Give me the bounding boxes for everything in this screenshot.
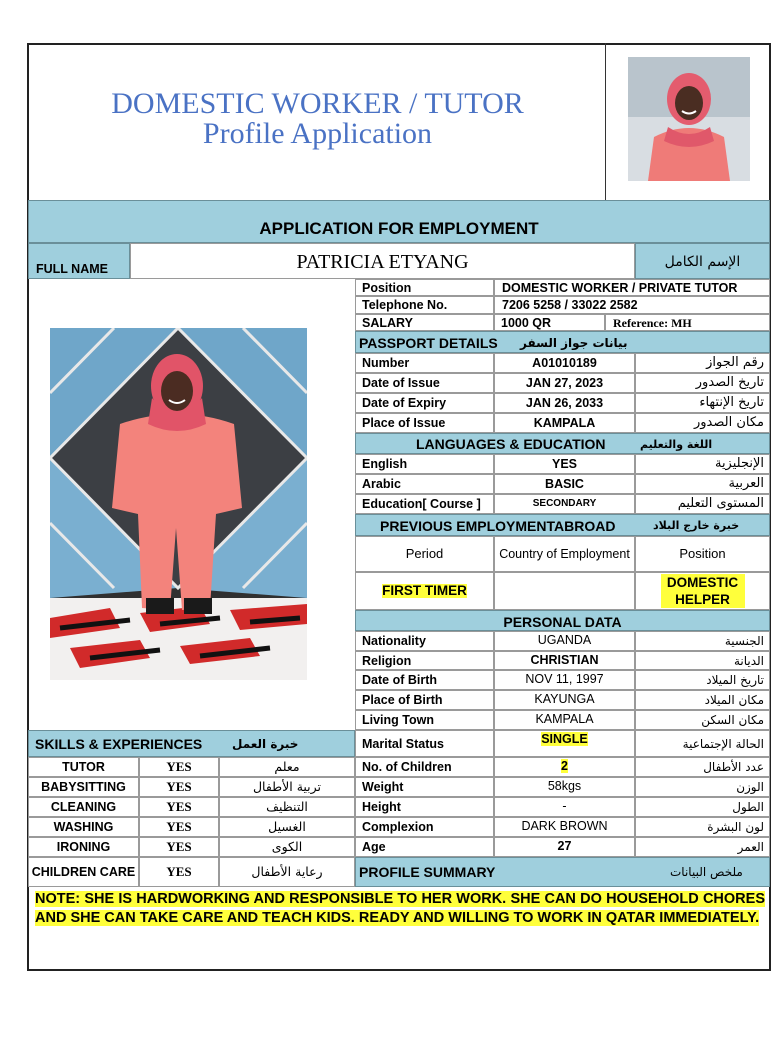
- personal-label-5: Marital Status: [355, 730, 494, 757]
- skill-value-5: YES: [139, 857, 219, 887]
- previous-country: [494, 572, 635, 610]
- personal-label-ar-7: الوزن: [635, 777, 770, 797]
- skill-label-1: BABYSITTING: [28, 777, 139, 797]
- passport-label-ar-2: تاريخ الإنتهاء: [635, 393, 770, 413]
- skill-value-2: YES: [139, 797, 219, 817]
- languages-label-ar-0: الإنجليزية: [635, 454, 770, 474]
- skills-heading: SKILLS & EXPERIENCES: [35, 736, 203, 752]
- personal-label-ar-9: لون البشرة: [635, 817, 770, 837]
- previous-col-country: Country of Employment: [494, 536, 635, 572]
- previous-position: DOMESTIC HELPER: [661, 574, 745, 608]
- languages-label-ar-1: العربية: [635, 474, 770, 494]
- personal-label-0: Nationality: [355, 631, 494, 651]
- personal-label-ar-4: مكان السكن: [635, 710, 770, 730]
- languages-heading: LANGUAGES & EDUCATION: [416, 436, 606, 452]
- passport-label-ar-0: رقم الجواز: [635, 353, 770, 373]
- job-value-1: 7206 5258 / 33022 2582: [494, 296, 770, 314]
- passport-label-3: Place of Issue: [355, 413, 494, 433]
- personal-value-3: KAYUNGA: [494, 690, 635, 710]
- personal-value-6: [494, 757, 635, 777]
- profile-note-text: NOTE: SHE IS HARDWORKING AND RESPONSIBLE TO HER WORK. SHE CAN DO HOUSEHOLD CHORES AND SHE CAN TAKE CARE AND TEACH KIDS. READY AND WILLING TO WORK IN QATAR IMMEDIATELY.: [35, 891, 765, 926]
- languages-label-2: Education[ Course ]: [355, 494, 494, 514]
- languages-label-0: English: [355, 454, 494, 474]
- personal-value-8: -: [494, 797, 635, 817]
- personal-label-7: Weight: [355, 777, 494, 797]
- personal-heading: PERSONAL DATA: [503, 614, 622, 630]
- skill-label-ar-2: التنظيف: [219, 797, 355, 817]
- personal-label-9: Complexion: [355, 817, 494, 837]
- personal-label-ar-0: الجنسية: [635, 631, 770, 651]
- profile-summary-heading: PROFILE SUMMARY: [359, 864, 496, 880]
- previous-heading: PREVIOUS EMPLOYMENTABROAD: [380, 518, 616, 534]
- job-reference: Reference: MH: [605, 314, 770, 331]
- passport-heading: PASSPORT DETAILS: [359, 335, 498, 351]
- portrait-photo-large: [50, 328, 307, 680]
- personal-label-8: Height: [355, 797, 494, 817]
- personal-label-1: Religion: [355, 651, 494, 670]
- personal-label-ar-8: الطول: [635, 797, 770, 817]
- personal-value-2: NOV 11, 1997: [494, 670, 635, 690]
- skill-value-1: YES: [139, 777, 219, 797]
- form-title: DOMESTIC WORKER / TUTOR: [111, 87, 524, 120]
- skill-label-3: WASHING: [28, 817, 139, 837]
- job-label-2: SALARY: [355, 314, 494, 331]
- personal-label-ar-1: الديانة: [635, 651, 770, 670]
- job-value-2: 1000 QR: [494, 314, 605, 331]
- languages-label-ar-2: المستوى التعليم: [635, 494, 770, 514]
- skill-label-ar-3: الغسيل: [219, 817, 355, 837]
- previous-period-cell: [355, 572, 494, 610]
- passport-heading-ar: بيانات جواز السفر: [520, 336, 628, 350]
- portrait-photo-small: [628, 57, 750, 181]
- skill-label-5: CHILDREN CARE: [28, 857, 139, 887]
- previous-position-cell: [635, 572, 770, 610]
- personal-value-0: UGANDA: [494, 631, 635, 651]
- job-label-1: Telephone No.: [355, 296, 494, 314]
- languages-value-2: SECONDARY: [494, 494, 635, 514]
- personal-label-ar-3: مكان الميلاد: [635, 690, 770, 710]
- personal-label-2: Date of Birth: [355, 670, 494, 690]
- header-divider: [605, 43, 606, 200]
- skill-label-4: IRONING: [28, 837, 139, 857]
- full-name-label: FULL NAME: [36, 262, 108, 276]
- skill-value-3: YES: [139, 817, 219, 837]
- personal-label-6: No. of Children: [355, 757, 494, 777]
- passport-value-1: JAN 27, 2023: [494, 373, 635, 393]
- form-subtitle: Profile Application: [202, 117, 433, 150]
- personal-label-10: Age: [355, 837, 494, 857]
- skill-label-0: TUTOR: [28, 757, 139, 777]
- previous-col-period: Period: [355, 536, 494, 572]
- personal-value-7: 58kgs: [494, 777, 635, 797]
- passport-value-2: JAN 26, 2033: [494, 393, 635, 413]
- personal-value-1: CHRISTIAN: [494, 651, 635, 670]
- passport-label-ar-3: مكان الصدور: [635, 413, 770, 433]
- skill-value-4: YES: [139, 837, 219, 857]
- passport-label-1: Date of Issue: [355, 373, 494, 393]
- personal-label-ar-10: العمر: [635, 837, 770, 857]
- personal-value-10: 27: [494, 837, 635, 857]
- personal-label-4: Living Town: [355, 710, 494, 730]
- personal-value-5: [494, 730, 635, 757]
- skill-label-ar-5: رعاية الأطفال: [219, 857, 355, 887]
- job-label-0: Position: [355, 279, 494, 296]
- skill-value-0: YES: [139, 757, 219, 777]
- job-value-0: DOMESTIC WORKER / PRIVATE TUTOR: [494, 279, 770, 296]
- personal-label-ar-6: عدد الأطفال: [635, 757, 770, 777]
- personal-value-text-6: 2: [561, 759, 568, 773]
- personal-label-ar-5: الحالة الإجتماعية: [635, 730, 770, 757]
- passport-label-0: Number: [355, 353, 494, 373]
- personal-value-text-5: SINGLE: [541, 732, 588, 746]
- passport-value-0: A01010189: [494, 353, 635, 373]
- skill-label-ar-0: معلم: [219, 757, 355, 777]
- languages-heading-ar: اللغة والتعليم: [640, 438, 713, 451]
- profile-note: [35, 890, 765, 927]
- full-name-value: PATRICIA ETYANG: [296, 251, 469, 273]
- passport-value-3: KAMPALA: [494, 413, 635, 433]
- previous-heading-ar: خبرة خارج البلاد: [653, 519, 740, 532]
- languages-label-1: Arabic: [355, 474, 494, 494]
- skills-heading-ar: خبرة العمل: [232, 737, 299, 751]
- full-name-label-ar: الإسم الكامل: [664, 254, 741, 270]
- skill-label-ar-4: الكوى: [219, 837, 355, 857]
- application-heading: APPLICATION FOR EMPLOYMENT: [259, 219, 539, 238]
- personal-label-3: Place of Birth: [355, 690, 494, 710]
- passport-label-ar-1: تاريخ الصدور: [635, 373, 770, 393]
- skill-label-2: CLEANING: [28, 797, 139, 817]
- previous-period: FIRST TIMER: [382, 583, 467, 598]
- profile-summary-heading-ar: ملخص البيانات: [670, 865, 743, 879]
- languages-value-1: BASIC: [494, 474, 635, 494]
- languages-value-0: YES: [494, 454, 635, 474]
- personal-value-9: DARK BROWN: [494, 817, 635, 837]
- personal-value-4: KAMPALA: [494, 710, 635, 730]
- skill-label-ar-1: تربية الأطفال: [219, 777, 355, 797]
- previous-col-position: Position: [635, 536, 770, 572]
- passport-label-2: Date of Expiry: [355, 393, 494, 413]
- personal-label-ar-2: تاريخ الميلاد: [635, 670, 770, 690]
